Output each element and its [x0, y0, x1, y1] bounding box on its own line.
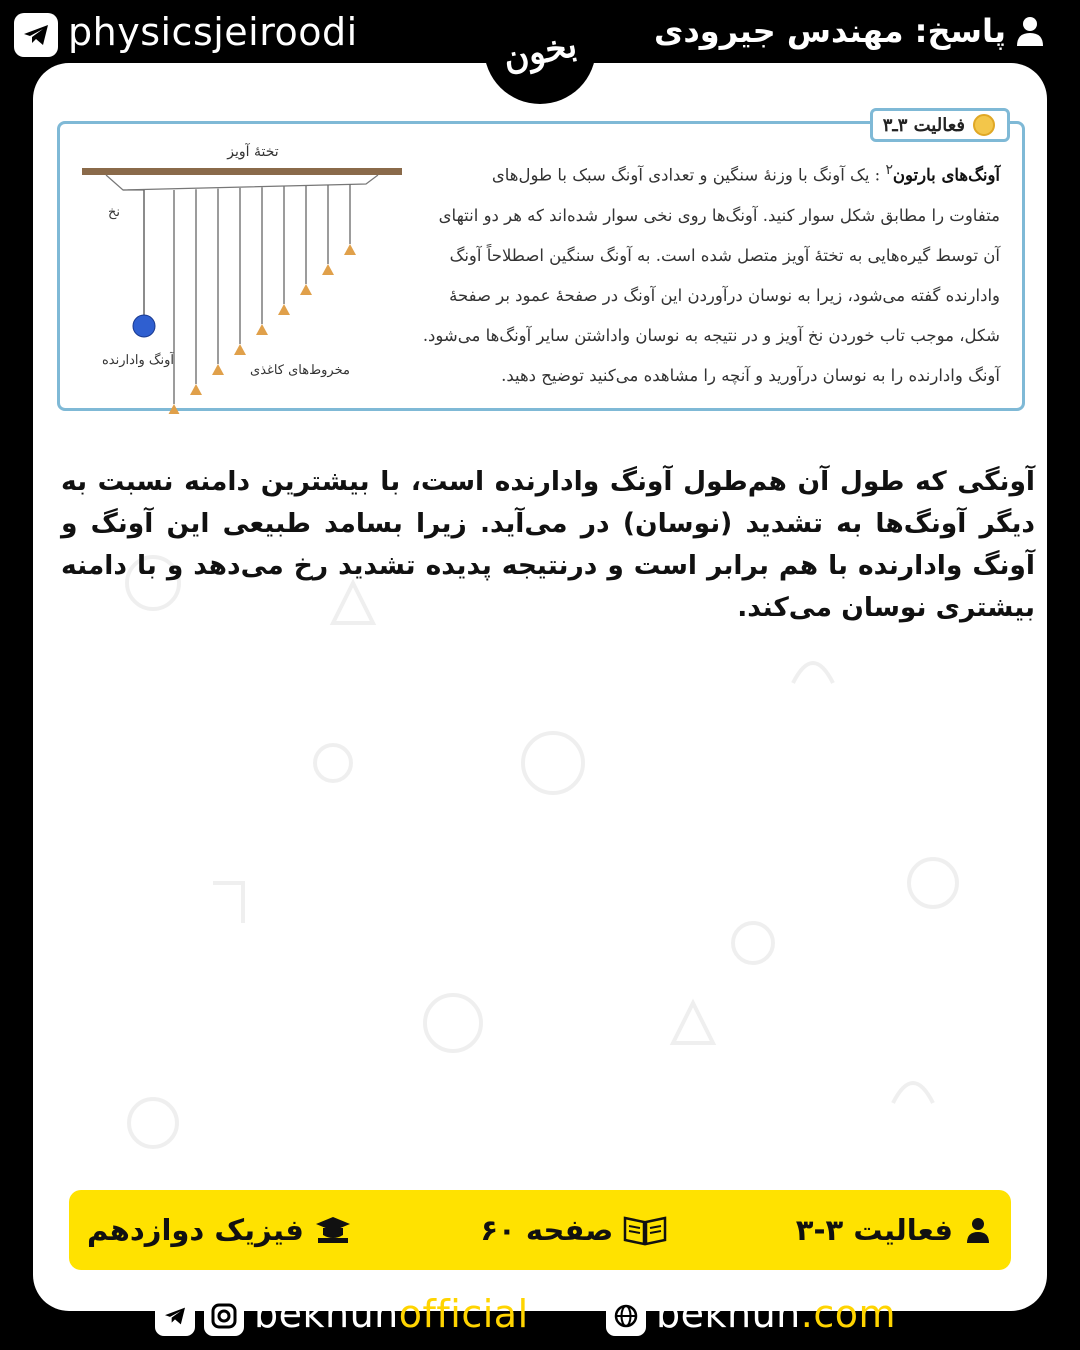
barton-pendulums-diagram	[78, 134, 408, 414]
content-card	[33, 63, 1047, 1311]
title-footnote: ۲	[885, 162, 893, 178]
book-info-text: فیزیک دوازدهم	[87, 1213, 304, 1247]
driver-pendulum-bob	[133, 315, 155, 337]
book-info	[87, 1213, 352, 1247]
cones-label: مخروط‌های کاغذی	[250, 363, 350, 378]
telegram-icon[interactable]	[14, 13, 58, 57]
info-bar	[69, 1190, 1011, 1270]
user-icon	[1016, 16, 1044, 46]
social-handle-main: bekhun	[254, 1292, 399, 1336]
paper-cone	[256, 324, 268, 335]
support-string	[106, 175, 378, 190]
social-handle-accent: official	[398, 1292, 529, 1336]
activity-info-text: فعالیت ۳-۳	[795, 1213, 953, 1247]
textbook-line	[400, 150, 1000, 196]
page-info-text: صفحه ۶۰	[480, 1213, 614, 1247]
website-accent: .com	[800, 1292, 897, 1336]
textbook-excerpt	[57, 114, 1025, 411]
textbook-text	[400, 150, 1000, 396]
answer-author-label: پاسخ: مهندس جیرودی	[654, 12, 1006, 50]
activity-info	[796, 1213, 993, 1247]
paper-cone	[168, 404, 180, 414]
logo-text: بخون	[499, 24, 581, 80]
channel-handle[interactable]: physicsjeiroodi	[68, 10, 358, 54]
teacher-icon	[963, 1215, 993, 1245]
paper-cone-pendulums	[168, 184, 356, 414]
paper-cone	[322, 264, 334, 275]
textbook-line-text: : یک آونگ با وزنهٔ سنگین و تعدادی آونگ سبک با طول‌های	[491, 165, 881, 185]
page-info	[480, 1213, 667, 1247]
answer-paragraph: آونگی که طول آن هم‌طول آونگ وادارنده است، با بیشترین دامنه نسبت به دیگر آونگ‌ها به تشدید (نوسان) در می‌آید. زیرا بسامد طبیعی این آونگ و آونگ وادارنده با هم برابر است و درنتیجه پدیده تشدید رخ می‌دهد و با دامنه بیشتری نوسان می‌کند.	[61, 466, 1035, 623]
paper-cone	[234, 344, 246, 355]
paper-cone	[190, 384, 202, 395]
instagram-icon[interactable]	[204, 1296, 244, 1336]
website-main: bekhun	[656, 1292, 801, 1336]
paper-cone	[212, 364, 224, 375]
textbook-title: آونگ‌های بارتون	[892, 165, 1000, 185]
activity-tab	[870, 108, 1010, 142]
paper-cone	[344, 244, 356, 255]
string-label: نخ	[107, 205, 121, 220]
driver-label: آونگ وادارنده	[101, 353, 175, 368]
board-label: تختهٔ آویز	[227, 144, 279, 160]
activity-dot-icon	[973, 114, 995, 136]
textbook-line: وادارنده گفته می‌شود، زیرا به نوسان درآوردن این آونگ در صفحهٔ عمود بر صفحهٔ	[449, 285, 1000, 305]
hanging-board	[82, 168, 402, 175]
telegram-icon[interactable]	[155, 1296, 195, 1336]
paper-cone	[300, 284, 312, 295]
top-bar	[0, 0, 1080, 80]
textbook-line: آونگ وادارنده را به نوسان درآورید و آنچه را مشاهده می‌کنید توضیح دهید.	[501, 365, 1000, 385]
answer-author	[654, 12, 1044, 50]
social-handle[interactable]	[254, 1292, 529, 1336]
textbook-line: آن توسط گیره‌هایی به تختهٔ آویز متصل شده است. به آونگ سنگین اصطلاحاً آونگ	[449, 245, 1000, 265]
activity-label: فعالیت ۳ـ۳	[882, 114, 965, 136]
textbook-line: شکل، موجب تاب خوردن نخ آویز و در نتیجه به نوسان واداشتن سایر آونگ‌ها می‌شود.	[422, 325, 1000, 345]
open-book-icon	[623, 1214, 667, 1246]
globe-icon[interactable]	[606, 1296, 646, 1336]
textbook-line: متفاوت را مطابق شکل سوار کنید. آونگ‌ها روی نخی سوار شده‌اند که هر دو انتهای	[438, 205, 1000, 225]
paper-cone	[278, 304, 290, 315]
bottom-bar	[0, 1286, 1080, 1350]
graduation-cap-icon	[314, 1215, 352, 1245]
website-link[interactable]	[656, 1292, 896, 1336]
